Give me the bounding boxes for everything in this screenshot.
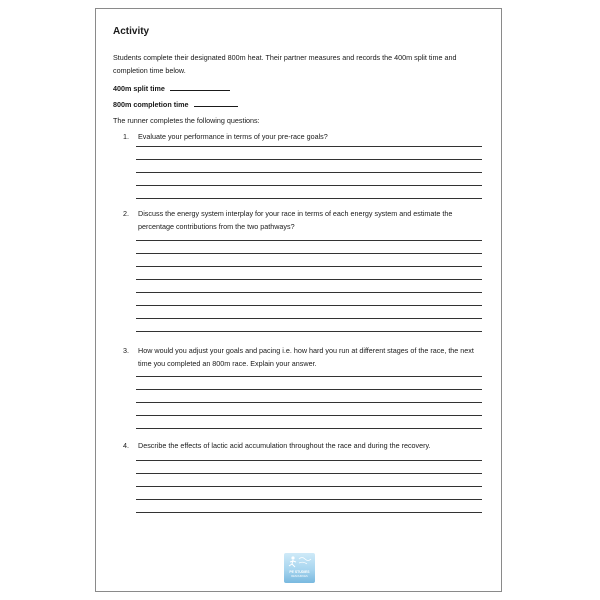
answer-line[interactable] xyxy=(136,266,482,267)
question-number: 2. xyxy=(123,209,129,218)
logo-subtitle: RESOURCES xyxy=(291,575,308,578)
answer-line[interactable] xyxy=(136,185,482,186)
question-text: Describe the effects of lactic acid accumulation throughout the race and during the recovery. xyxy=(138,441,431,450)
questions-lead-in: The runner completes the following questions: xyxy=(113,116,260,125)
answer-area-2[interactable] xyxy=(136,240,482,332)
runner-icon xyxy=(284,553,315,583)
completion-time-label: 800m completion time xyxy=(113,100,189,109)
answer-area-4[interactable] xyxy=(136,460,482,513)
answer-line[interactable] xyxy=(136,253,482,254)
answer-area-3[interactable] xyxy=(136,376,482,429)
split-time-blank[interactable] xyxy=(170,82,230,91)
answer-line[interactable] xyxy=(136,292,482,293)
answer-line[interactable] xyxy=(136,376,482,377)
answer-line[interactable] xyxy=(136,305,482,306)
question-text: Evaluate your performance in terms of your pre-race goals? xyxy=(138,132,328,141)
answer-line[interactable] xyxy=(136,159,482,160)
answer-line[interactable] xyxy=(136,486,482,487)
answer-line[interactable] xyxy=(136,402,482,403)
activity-heading: Activity xyxy=(113,26,150,37)
question-number: 3. xyxy=(123,346,129,355)
answer-line[interactable] xyxy=(136,389,482,390)
answer-area-1[interactable] xyxy=(136,146,482,199)
pe-studies-logo xyxy=(284,553,315,583)
completion-time-blank[interactable] xyxy=(194,98,238,107)
answer-line[interactable] xyxy=(136,512,482,513)
answer-line[interactable] xyxy=(136,198,482,199)
answer-line[interactable] xyxy=(136,499,482,500)
split-time-label: 400m split time xyxy=(113,84,165,93)
question-number: 1. xyxy=(123,132,129,141)
answer-line[interactable] xyxy=(136,473,482,474)
answer-line[interactable] xyxy=(136,318,482,319)
question-text: How would you adjust your goals and pacing i.e. how hard you run at different stages of the race, the next time you completed an 800m race. Explain your answer. xyxy=(138,346,474,368)
answer-line[interactable] xyxy=(136,146,482,147)
answer-line[interactable] xyxy=(136,331,482,332)
activity-instructions: Students complete their designated 800m heat. Their partner measures and records the 400m split time and completion time below. xyxy=(113,53,457,75)
answer-line[interactable] xyxy=(136,428,482,429)
split-time-field xyxy=(113,82,230,94)
question-text: Discuss the energy system interplay for your race in terms of each energy system and estimate the percentage contributions from the two pathways? xyxy=(138,209,453,231)
worksheet-page xyxy=(95,8,502,592)
answer-line[interactable] xyxy=(136,240,482,241)
answer-line[interactable] xyxy=(136,172,482,173)
answer-line[interactable] xyxy=(136,415,482,416)
completion-time-field xyxy=(113,98,238,110)
question-number: 4. xyxy=(123,441,129,450)
answer-line[interactable] xyxy=(136,279,482,280)
logo-title: PE STUDIES xyxy=(289,570,310,574)
answer-line[interactable] xyxy=(136,460,482,461)
